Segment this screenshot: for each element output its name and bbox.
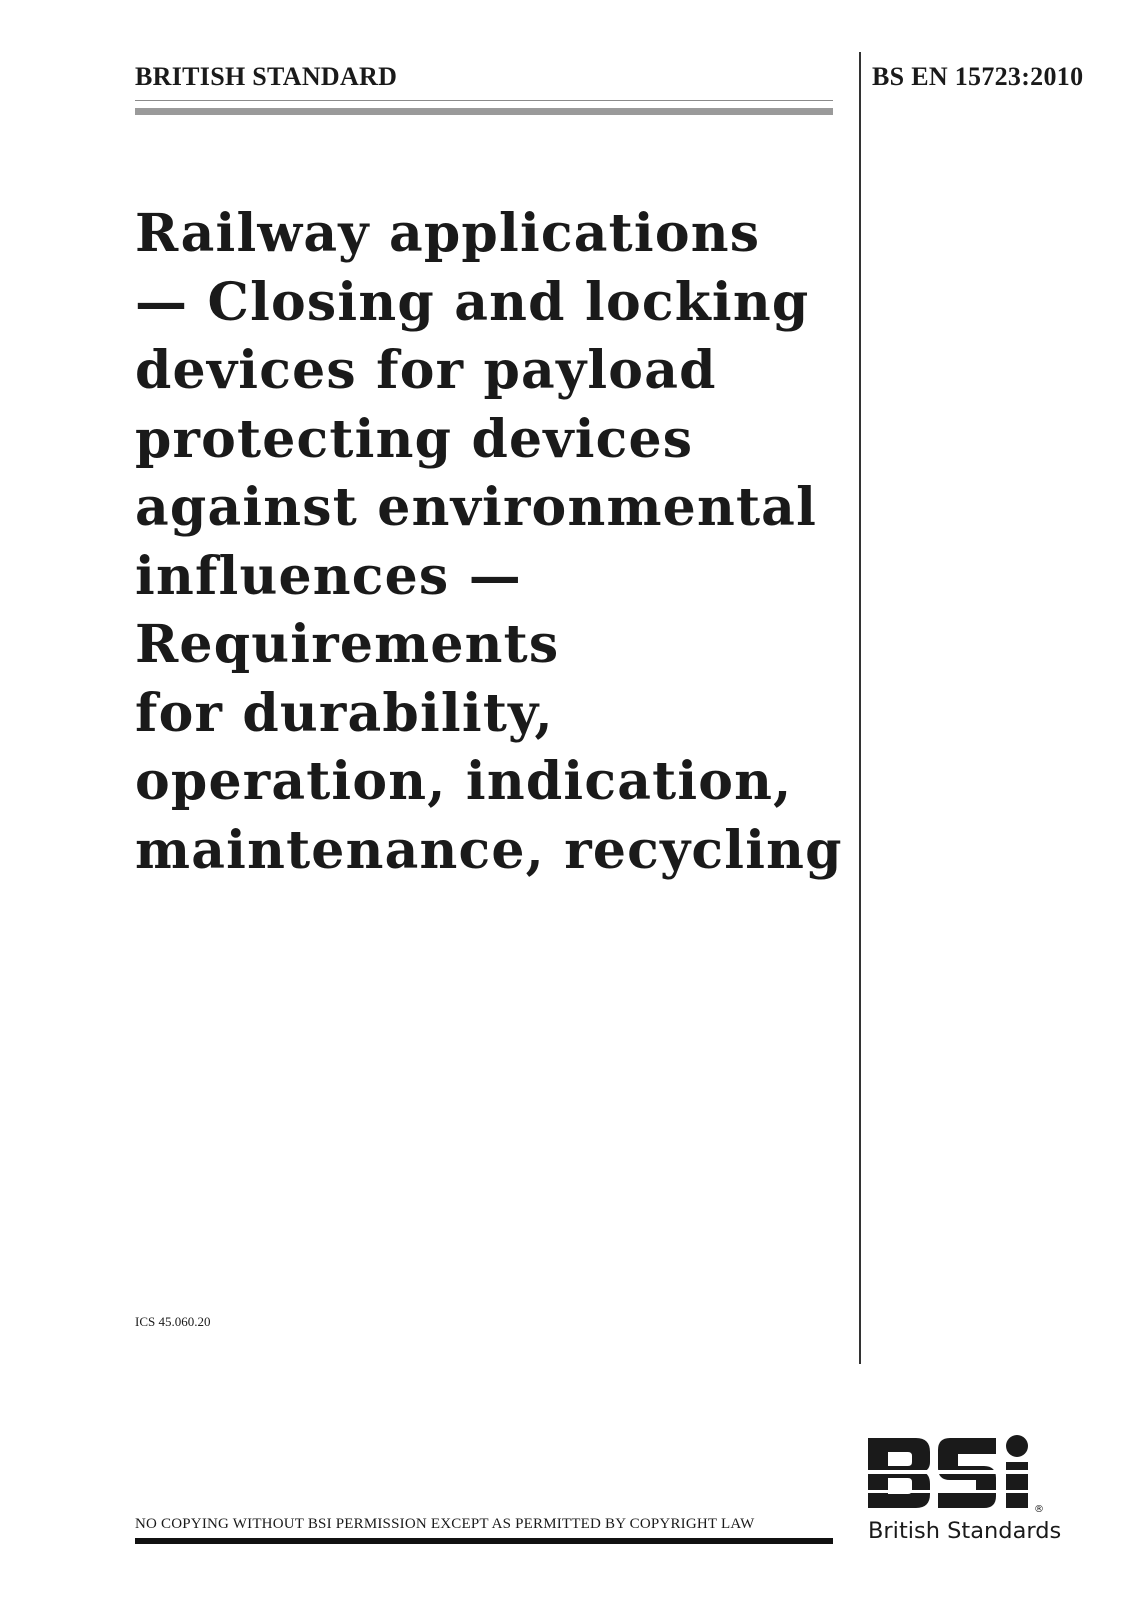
header-thick-rule — [135, 108, 833, 115]
title-line: maintenance, recycling — [135, 819, 843, 881]
document-type-label: BRITISH STANDARD — [135, 62, 398, 91]
title-line: protecting devices — [135, 408, 694, 470]
copyright-notice: NO COPYING WITHOUT BSI PERMISSION EXCEPT AS PERMITTED BY COPYRIGHT LAW — [135, 1516, 755, 1532]
title-line: — Closing and locking — [135, 271, 810, 333]
bsi-caption: British Standards — [868, 1518, 1062, 1544]
title-line: devices for payload — [135, 340, 717, 401]
standard-number: BS EN 15723:2010 — [872, 62, 1084, 91]
ics-code: ICS 45.060.20 — [135, 1314, 211, 1329]
title-line: against environmental — [135, 477, 818, 538]
title-line: Requirements — [135, 614, 560, 675]
title-line: influences — — [135, 545, 522, 607]
document-title — [135, 200, 843, 885]
title-line: for durability, — [135, 682, 554, 744]
title-line: Railway applications — [135, 203, 761, 264]
registered-mark: ® — [1034, 1504, 1044, 1515]
title-line: operation, indication, — [135, 751, 793, 812]
header-thin-rule — [135, 100, 833, 101]
footer-rule — [135, 1538, 833, 1544]
vertical-divider — [859, 52, 861, 1364]
